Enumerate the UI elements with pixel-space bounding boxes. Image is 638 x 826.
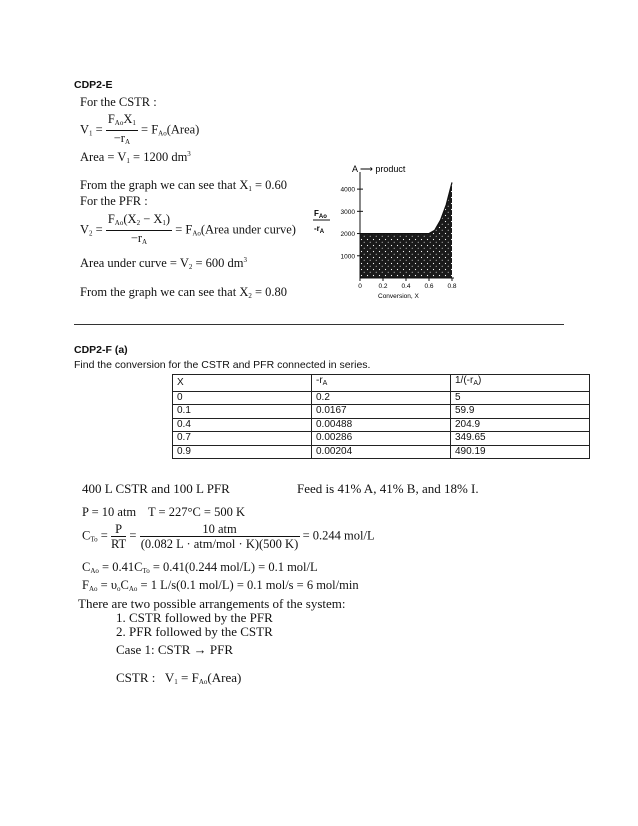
table-row bbox=[173, 405, 590, 419]
y-axis-label bbox=[313, 209, 330, 235]
y-tick-label: 1000 bbox=[340, 253, 355, 261]
table-cell: 0.7 bbox=[173, 432, 312, 446]
x-tick-label: 0.4 bbox=[401, 283, 411, 290]
section-divider bbox=[74, 324, 564, 325]
rate-data-table bbox=[172, 374, 590, 459]
chart-title: A ⟶ product bbox=[352, 164, 406, 174]
table-row bbox=[173, 418, 590, 432]
y-tick-label: 3000 bbox=[340, 208, 355, 216]
arrangement-2: 2. PFR followed by the CSTR bbox=[116, 624, 273, 639]
case-1-cstr-equation: CSTR : $V_1$ = $F_{Ao}(Area)$ bbox=[116, 670, 242, 686]
x-tick-label: 0.8 bbox=[447, 283, 457, 290]
ca0-equation: $C_{Ao} = 0.41C_{To} = 0.41(0.244$ mol/L) = 0.1 mol/L bbox=[82, 560, 318, 575]
y-label-denominator: $-r_A$ bbox=[314, 224, 325, 235]
y-tick-label: 2000 bbox=[340, 231, 355, 239]
x-tick-label: 0 bbox=[358, 283, 362, 290]
table-header-row bbox=[173, 375, 590, 392]
table-cell: 0.00286 bbox=[312, 432, 451, 446]
section-heading-e: CDP2-E bbox=[74, 79, 113, 91]
table-cell: 59.9 bbox=[451, 405, 590, 419]
reactor-sizes: 400 L CSTR and 100 L PFR bbox=[82, 481, 230, 496]
table-cell: 204.9 bbox=[451, 418, 590, 432]
y-label-numerator: $F_{Ao}$ bbox=[314, 209, 327, 220]
fa0-equation: $F_{Ao} = \upsilon_oC_{Ao} = 1$ L/s(0.1 mol/L) = 0.1 mol/s = 6 mol/min bbox=[82, 578, 359, 593]
levenspiel-plot bbox=[306, 160, 466, 300]
table-cell: 0.9 bbox=[173, 445, 312, 459]
area-value-line: Area = $V_1 = 1200$ $dm^3$ bbox=[80, 150, 191, 165]
section-f-intro: Find the conversion for the CSTR and PFR connected in series. bbox=[74, 359, 371, 371]
table-cell: 349.65 bbox=[451, 432, 590, 446]
table-header-cell: X bbox=[173, 375, 312, 392]
pressure-value: P = 10 atm bbox=[82, 505, 137, 519]
table-row bbox=[173, 432, 590, 446]
table-header-cell: $-r_A$ bbox=[312, 375, 451, 392]
table-cell: 0.0167 bbox=[312, 405, 451, 419]
cstr-design-equation: $V_1$ = $\frac{F_{Ao}X_1}{-r_A}$ = $F_{Ao}(Area)$ bbox=[80, 112, 200, 146]
table-cell: 0.00204 bbox=[312, 445, 451, 459]
table-cell: 5 bbox=[451, 391, 590, 405]
table-header-cell: $1/(-r_A)$ bbox=[451, 375, 590, 392]
graph-x1-line: From the graph we can see that $X_1 = 0.60$ bbox=[80, 178, 288, 193]
area-under-curve-line: Area under curve = $V_2 = 600$ $dm^3$ bbox=[80, 256, 248, 271]
table-cell: 0.2 bbox=[312, 391, 451, 405]
table-cell: 490.19 bbox=[451, 445, 590, 459]
table-cell: 0.4 bbox=[173, 418, 312, 432]
case-1-label: Case 1: CSTR → PFR bbox=[116, 642, 234, 657]
graph-x2-line: From the graph we can see that $X_2 = 0.80$ bbox=[80, 285, 288, 300]
table-cell: 0.1 bbox=[173, 405, 312, 419]
table-row bbox=[173, 445, 590, 459]
feed-composition: Feed is 41% A, 41% B, and 18% I. bbox=[297, 481, 479, 496]
area-under-curve bbox=[360, 182, 452, 278]
x-axis-label: Conversion, X bbox=[378, 293, 419, 300]
section-heading-f: CDP2-F (a) bbox=[74, 344, 128, 356]
y-tick-label: 4000 bbox=[340, 186, 355, 194]
table-cell: 0 bbox=[173, 391, 312, 405]
arrangements-intro: There are two possible arrangements of the system: bbox=[78, 596, 346, 611]
pfr-design-equation: $V_2$ = $\frac{F_{Ao}(X_2 - X_1)}{-r_A}$ = $F_{Ao}(Area$ under curve) bbox=[80, 212, 296, 246]
table-row bbox=[173, 391, 590, 405]
x-tick-label: 0.6 bbox=[424, 283, 434, 290]
temperature-value: T = 227°C = 500 K bbox=[148, 505, 245, 519]
table-cell: 0.00488 bbox=[312, 418, 451, 432]
arrangement-1: 1. CSTR followed by the PFR bbox=[116, 610, 273, 625]
total-concentration-equation: $C_{To}$ = $\frac{P}{RT}$ = $\frac{\text{10 atm}}{\text{(0.082 L · atm/mol · K)(500 K)}}$ = 0.244 mol/L bbox=[82, 522, 375, 551]
pfr-intro: For the PFR : bbox=[80, 194, 148, 208]
cstr-intro: For the CSTR : bbox=[80, 95, 157, 109]
x-tick-label: 0.2 bbox=[378, 283, 388, 290]
